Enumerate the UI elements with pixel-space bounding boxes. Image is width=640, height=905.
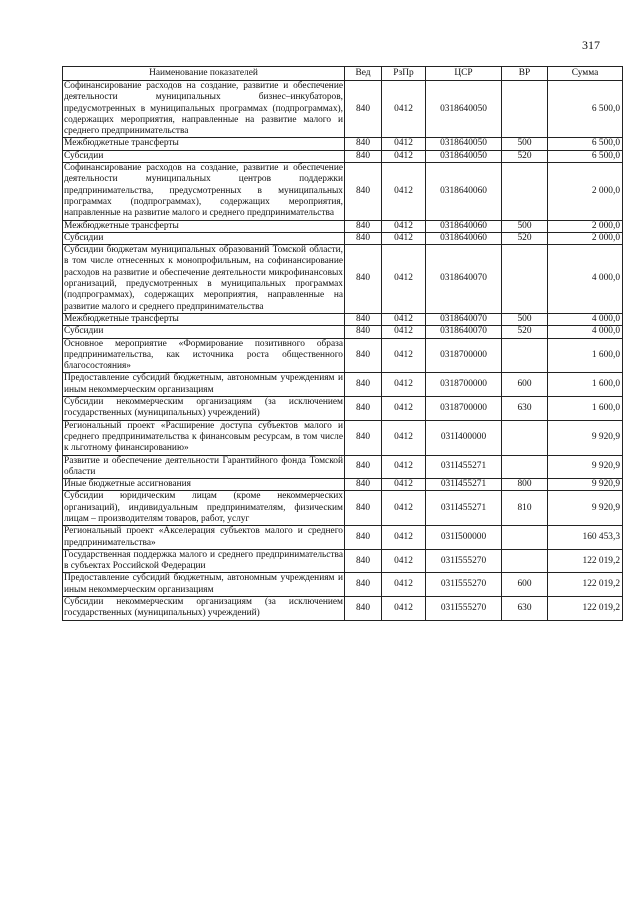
cell-sum: 9 920,9: [548, 455, 623, 479]
cell-sum: 4 000,0: [548, 313, 623, 325]
cell-csr: 031I555270: [426, 597, 502, 621]
cell-sum: 6 500,0: [548, 150, 623, 162]
cell-ved: 840: [345, 150, 382, 162]
table-row: [63, 313, 623, 325]
cell-rzpr: 0412: [382, 549, 426, 573]
cell-sum: 6 500,0: [548, 138, 623, 150]
cell-ved: 840: [345, 163, 382, 220]
cell-sum: 6 500,0: [548, 81, 623, 138]
cell-ved: 840: [345, 549, 382, 573]
cell-csr: 031I455271: [426, 491, 502, 526]
page-number: 317: [582, 38, 600, 52]
cell-name: Софинансирование расходов на создание, развитие и обеспечение деятельности муниципальных бизнес–инкубаторов, предусмотренных в муниципальных программах (подпрограммах), содержащих мероприятия, направленные на развитие малого и среднего предпринимательства: [64, 81, 343, 137]
table-row: [63, 526, 623, 550]
table-body: [63, 81, 623, 621]
cell-vr: [502, 526, 548, 550]
cell-ved: 840: [345, 138, 382, 150]
cell-ved: 840: [345, 479, 382, 491]
cell-rzpr: 0412: [382, 150, 426, 162]
cell-csr: 031I455271: [426, 455, 502, 479]
cell-name: Межбюджетные трансферты: [63, 138, 345, 150]
table-header-row: [63, 67, 623, 81]
cell-csr: 031I555270: [426, 549, 502, 573]
cell-vr: 520: [502, 232, 548, 244]
table-row: [63, 397, 623, 421]
cell-vr: 600: [502, 573, 548, 597]
table-row: [63, 549, 623, 573]
table-row: [63, 232, 623, 244]
cell-ved: 840: [345, 245, 382, 314]
cell-rzpr: 0412: [382, 491, 426, 526]
cell-rzpr: 0412: [382, 338, 426, 373]
cell-sum: 1 600,0: [548, 338, 623, 373]
cell-name: Предоставление субсидий бюджетным, автономным учреждениям и иным некоммерческим организациям: [64, 373, 343, 395]
cell-rzpr: 0412: [382, 455, 426, 479]
cell-vr: [502, 549, 548, 573]
cell-vr: 810: [502, 491, 548, 526]
cell-name: Межбюджетные трансферты: [63, 220, 345, 232]
cell-rzpr: 0412: [382, 420, 426, 455]
cell-sum: 1 600,0: [548, 397, 623, 421]
cell-ved: 840: [345, 232, 382, 244]
header-csr: ЦСР: [426, 67, 502, 81]
header-sum: Сумма: [548, 67, 623, 81]
cell-vr: [502, 420, 548, 455]
cell-sum: 4 000,0: [548, 245, 623, 314]
cell-ved: 840: [345, 220, 382, 232]
cell-sum: 160 453,3: [548, 526, 623, 550]
cell-csr: 0318700000: [426, 338, 502, 373]
table-row: [63, 326, 623, 338]
cell-csr: 031I555270: [426, 573, 502, 597]
header-name: Наименование показателей: [63, 67, 345, 81]
cell-rzpr: 0412: [382, 373, 426, 397]
cell-rzpr: 0412: [382, 479, 426, 491]
cell-csr: 0318640050: [426, 138, 502, 150]
cell-rzpr: 0412: [382, 232, 426, 244]
cell-rzpr: 0412: [382, 397, 426, 421]
cell-rzpr: 0412: [382, 313, 426, 325]
cell-sum: 1 600,0: [548, 373, 623, 397]
cell-sum: 2 000,0: [548, 232, 623, 244]
cell-ved: 840: [345, 373, 382, 397]
cell-ved: 840: [345, 455, 382, 479]
cell-name: Иные бюджетные ассигнования: [63, 479, 345, 491]
cell-ved: 840: [345, 313, 382, 325]
cell-csr: 0318700000: [426, 373, 502, 397]
cell-csr: 0318640070: [426, 313, 502, 325]
cell-vr: 500: [502, 220, 548, 232]
cell-vr: 500: [502, 313, 548, 325]
cell-rzpr: 0412: [382, 245, 426, 314]
cell-sum: 122 019,2: [548, 573, 623, 597]
cell-vr: [502, 81, 548, 138]
cell-sum: 122 019,2: [548, 597, 623, 621]
cell-vr: 520: [502, 150, 548, 162]
cell-ved: 840: [345, 326, 382, 338]
cell-name: Развитие и обеспечение деятельности Гарантийного фонда Томской области: [64, 455, 343, 477]
cell-rzpr: 0412: [382, 220, 426, 232]
cell-ved: 840: [345, 397, 382, 421]
cell-csr: 0318640070: [426, 245, 502, 314]
cell-sum: 9 920,9: [548, 420, 623, 455]
cell-sum: 2 000,0: [548, 220, 623, 232]
cell-rzpr: 0412: [382, 138, 426, 150]
budget-table: [62, 66, 623, 621]
cell-name: Софинансирование расходов на создание, развитие и обеспечение деятельности муниципальных центров поддержки предпринимательства, предусмотренных в муниципальных программах (подпрограммах), содержащих мероприятия, направленные на развитие малого и среднего предпринимательства: [64, 163, 343, 219]
cell-vr: [502, 455, 548, 479]
cell-vr: 630: [502, 397, 548, 421]
cell-ved: 840: [345, 573, 382, 597]
cell-name: Субсидии: [63, 326, 345, 338]
cell-sum: 9 920,9: [548, 479, 623, 491]
cell-ved: 840: [345, 81, 382, 138]
cell-sum: 2 000,0: [548, 163, 623, 220]
cell-vr: 630: [502, 597, 548, 621]
cell-vr: 600: [502, 373, 548, 397]
cell-name: Субсидии бюджетам муниципальных образований Томской области, в том числе отнесенных к монопрофильным, на софинансирование расходов на развитие и обеспечение деятельности микрофинансовых организаций, предусмотренных в муниципальных программах (подпрограммах), содержащих мероприятия, направленные на развитие малого и среднего предпринимательства: [64, 245, 343, 312]
cell-sum: 4 000,0: [548, 326, 623, 338]
cell-rzpr: 0412: [382, 326, 426, 338]
table-row: [63, 338, 623, 373]
cell-vr: [502, 338, 548, 373]
cell-name: Региональный проект «Акселерация субъектов малого и среднего предпринимательства»: [64, 526, 343, 548]
cell-name: Основное мероприятие «Формирование позитивного образа предпринимательства, как источника роста общественного благосостояния»: [64, 338, 343, 372]
table-row: [63, 455, 623, 479]
cell-vr: 800: [502, 479, 548, 491]
header-rzpr: РзПр: [382, 67, 426, 81]
cell-rzpr: 0412: [382, 81, 426, 138]
cell-csr: 0318640060: [426, 163, 502, 220]
cell-csr: 031I500000: [426, 526, 502, 550]
cell-rzpr: 0412: [382, 526, 426, 550]
cell-csr: 0318640060: [426, 220, 502, 232]
table-row: [63, 163, 623, 220]
table-row: [63, 573, 623, 597]
cell-vr: 500: [502, 138, 548, 150]
table-row: [63, 479, 623, 491]
cell-name: Субсидии некоммерческим организациям (за исключением государственных (муниципальных) учреждений): [64, 597, 343, 619]
cell-csr: 0318640050: [426, 150, 502, 162]
cell-ved: 840: [345, 338, 382, 373]
cell-name: Межбюджетные трансферты: [63, 313, 345, 325]
cell-ved: 840: [345, 526, 382, 550]
cell-name: Субсидии юридическим лицам (кроме некоммерческих организаций), индивидуальным предпринимателям, физическим лицам – производителям товаров, работ, услуг: [64, 491, 343, 524]
cell-csr: 031I400000: [426, 420, 502, 455]
cell-csr: 031I455271: [426, 479, 502, 491]
table-row: [63, 373, 623, 397]
cell-csr: 0318640060: [426, 232, 502, 244]
header-vr: ВР: [502, 67, 548, 81]
cell-csr: 0318700000: [426, 397, 502, 421]
table-row: [63, 220, 623, 232]
cell-name: Субсидии: [63, 232, 345, 244]
cell-csr: 0318640050: [426, 81, 502, 138]
cell-name: Субсидии некоммерческим организациям (за исключением государственных (муниципальных) учреждений): [64, 397, 343, 419]
table-row: [63, 138, 623, 150]
cell-csr: 0318640070: [426, 326, 502, 338]
cell-ved: 840: [345, 597, 382, 621]
table-row: [63, 245, 623, 314]
cell-rzpr: 0412: [382, 163, 426, 220]
cell-sum: 122 019,2: [548, 549, 623, 573]
cell-vr: 520: [502, 326, 548, 338]
cell-rzpr: 0412: [382, 573, 426, 597]
table-row: [63, 420, 623, 455]
cell-name: Региональный проект «Расширение доступа субъектов малого и среднего предпринимательства к финансовым ресурсам, в том числе к льготному финансированию»: [64, 420, 343, 454]
header-ved: Вед: [345, 67, 382, 81]
cell-vr: [502, 245, 548, 314]
table-row: [63, 491, 623, 526]
cell-rzpr: 0412: [382, 597, 426, 621]
cell-ved: 840: [345, 420, 382, 455]
table-row: [63, 597, 623, 621]
cell-name: Предоставление субсидий бюджетным, автономным учреждениям и иным некоммерческим организациям: [64, 573, 343, 595]
cell-vr: [502, 163, 548, 220]
cell-ved: 840: [345, 491, 382, 526]
table-row: [63, 150, 623, 162]
cell-name: Государственная поддержка малого и среднего предпринимательства в субъектах Российской Федерации: [64, 549, 343, 572]
cell-name: Субсидии: [63, 150, 345, 162]
cell-sum: 9 920,9: [548, 491, 623, 526]
table-row: [63, 81, 623, 138]
